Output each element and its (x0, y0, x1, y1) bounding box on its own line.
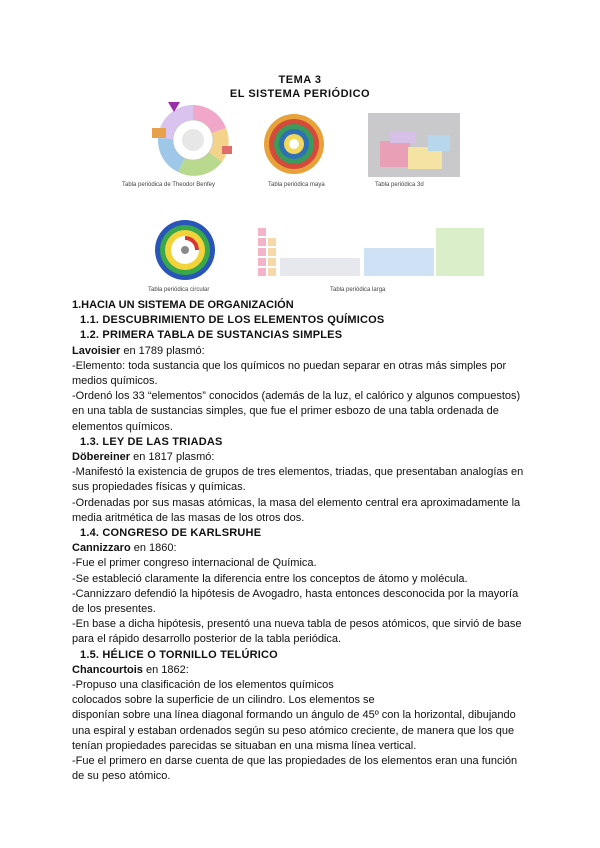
spiral-table-image (153, 218, 218, 282)
paragraph-lavoisier-2: -Ordenó los 33 “elementos” conocidos (además de la luz, el calórico y algunos compuestos) en una tabla de sustancias simples, que fue el primer esbozo de una tabla ordenada de elementos químicos. (72, 390, 521, 433)
figure-3d (368, 113, 460, 177)
figure-circular (263, 113, 325, 175)
name-lavoisier: Lavoisier (72, 344, 121, 357)
figure-espiral (153, 218, 218, 282)
document-body (72, 298, 532, 785)
paragraph-chancourtois-intro (72, 663, 532, 678)
paragraph-chancourtois-2: -Fue el primero en darse cuenta de que las propiedades de los elementos eran una función de su peso atómico. (72, 755, 518, 783)
caption-benfey: Tabla periódica de Theodor Benfey (122, 182, 215, 188)
caption-3d: Tabla periódica 3d (375, 182, 424, 188)
figure-larga (250, 220, 488, 280)
section-heading-1-3: 1.3. LEY DE LAS TRIADAS (80, 435, 223, 448)
benfey-spiral-image (138, 100, 248, 178)
paragraph-chancourtois-1c: disponían sobre una línea diagonal formando un ángulo de 45º con la horizontal, dibujando una espiral y estaban ordenados según su peso atómico creciente, de manera que los que tenían propiedades parecidas se situaban en una misma línea vertical. (72, 709, 516, 752)
paragraph-cannizzaro-2: -Se estableció claramente la diferencia entre los conceptos de átomo y molécula. (72, 572, 468, 585)
paragraph-cannizzaro-3: -Cannizzaro defendió la hipótesis de Avogadro, hasta entonces desconocida por la mayoría de los presentes. (72, 587, 519, 616)
long-table-image (250, 220, 488, 280)
paragraph-chancourtois-1b: colocados sobre la superficie de un cilindro. Los elementos se (72, 694, 375, 707)
circular-table-image (263, 113, 325, 175)
paragraph-lavoisier-1: -Elemento: toda sustancia que los químicos no puedan separar en otras más simples por medios químicos. (72, 359, 507, 388)
paragraph-dobereiner-intro (72, 450, 532, 465)
paragraph-lavoisier-intro (72, 344, 532, 359)
paragraph-cannizzaro-intro (72, 541, 532, 556)
figure-benfey (138, 100, 248, 178)
document-subtitle: EL SISTEMA PERIÓDICO (229, 88, 371, 100)
name-dobereiner: Döbereiner (72, 451, 131, 464)
section-heading-1: 1.HACIA UN SISTEMA DE ORGANIZACIÓN (72, 299, 294, 311)
section-heading-1-5: 1.5. HÉLICE O TORNILLO TELÚRICO (80, 648, 278, 661)
name-chancourtois: Chancourtois (72, 663, 143, 676)
section-heading-1-4: 1.4. CONGRESO DE KARLSRUHE (80, 527, 262, 540)
paragraph-cannizzaro-1: -Fue el primer congreso internacional de Química. (72, 557, 317, 570)
document-title: TEMA 3 (278, 74, 322, 86)
caption-circular: Tabla periódica maya (268, 182, 325, 188)
intro-cannizzaro: en 1860: (130, 542, 177, 555)
intro-dobereiner: en 1817 plasmó: (130, 451, 215, 464)
caption-espiral: Tabla periódica circular (148, 287, 210, 293)
caption-larga: Tabla periódica larga (330, 287, 386, 293)
intro-chancourtois: en 1862: (142, 663, 189, 676)
paragraph-chancourtois-1a: -Propuso una clasificación de los elementos químicos (72, 679, 334, 692)
paragraph-dobereiner-2: -Ordenadas por sus masas atómicas, la masa del elemento central era aproximadamente la media aritmética de las masas de los otros dos. (72, 496, 521, 524)
section-heading-1-2: 1.2. PRIMERA TABLA DE SUSTANCIAS SIMPLES (80, 329, 343, 342)
name-cannizzaro: Cannizzaro (72, 542, 131, 555)
table-3d-image (368, 113, 460, 177)
section-heading-1-1: 1.1. DESCUBRIMIENTO DE LOS ELEMENTOS QUÍMICOS (80, 314, 385, 327)
paragraph-cannizzaro-4: -En base a dicha hipótesis, presentó una nueva tabla de pesos atómicos, que sirvió de base para el rápido desarrollo posterior de la tabla periódica. (72, 618, 522, 646)
paragraph-dobereiner-1: -Manifestó la existencia de grupos de tres elementos, triadas, que presentaban analogías en sus propiedades físicas y químicas. (72, 466, 524, 494)
intro-lavoisier: en 1789 plasmó: (120, 344, 205, 357)
